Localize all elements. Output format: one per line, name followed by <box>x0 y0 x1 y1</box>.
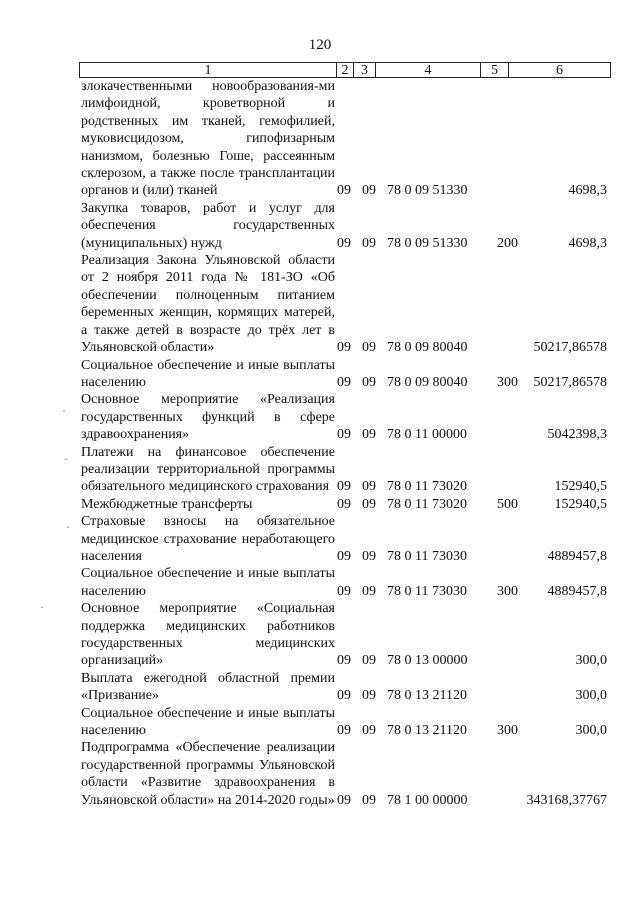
table-row <box>0 200 640 252</box>
row-amount: 300,0 <box>575 723 607 739</box>
row-expense-type <box>497 687 527 704</box>
row-section: 09 <box>337 427 351 443</box>
row-subsection: 09 <box>362 548 376 564</box>
table-header <box>79 62 611 78</box>
row-amount: 300,0 <box>575 653 607 669</box>
row-amount: 4889457,8 <box>547 583 607 599</box>
table-row <box>0 391 640 443</box>
budget-table <box>0 78 640 809</box>
row-expense-type <box>497 792 527 809</box>
row-section: 09 <box>337 653 351 669</box>
row-expense-type <box>497 339 527 356</box>
row-expense-type: 200 <box>497 235 518 251</box>
row-description: Подпрограмма «Обеспечение реализации государственной программы Ульяновской области «Развитие здравоохранения в Ульяновской области» на 2014-2020 годы» <box>81 740 335 808</box>
scan-mark: · <box>62 404 66 418</box>
row-target-article: 78 0 13 21120 <box>387 723 467 739</box>
row-amount: 4698,3 <box>568 235 607 251</box>
table-row <box>0 513 640 565</box>
row-expense-type: 300 <box>497 374 518 390</box>
row-section: 09 <box>337 235 351 251</box>
row-subsection: 09 <box>362 340 376 356</box>
row-target-article: 78 0 13 21120 <box>387 688 467 704</box>
row-subsection: 09 <box>362 235 376 251</box>
row-codes <box>337 687 527 704</box>
row-section: 09 <box>337 792 351 808</box>
row-target-article: 78 1 00 00000 <box>387 792 468 808</box>
row-description: злокачественными новообразования-ми лимфоидной, кроветворной и родственных им тканей, гемофилией, муковисцидозом, гипофизарным нанизмом, болезнью Гоше, рассеянным склерозом, а также после трансплантации органов и (или) тканей <box>81 79 335 199</box>
row-subsection: 09 <box>362 374 376 390</box>
row-section: 09 <box>337 479 351 495</box>
row-expense-type <box>497 548 527 565</box>
row-amount: 4889457,8 <box>547 548 607 564</box>
scan-mark: · <box>64 452 68 466</box>
row-codes <box>337 722 527 739</box>
row-description: Реализация Закона Ульяновской области от 2 ноября 2011 года № 181-ЗО «Об обеспечении полноценным питанием беременных женщин, кормящих матерей, а также детей в возрасте до трёх лет в Ульяновской области» <box>81 253 335 356</box>
row-section: 09 <box>337 548 351 564</box>
row-amount: 343168,37767 <box>526 792 607 808</box>
row-codes <box>337 652 527 669</box>
row-section: 09 <box>337 496 351 512</box>
row-codes <box>337 426 527 443</box>
table-row <box>0 252 640 356</box>
table-row <box>0 357 640 392</box>
row-section: 09 <box>337 688 351 704</box>
header-col-4: 4 <box>376 63 481 77</box>
table-row <box>0 705 640 740</box>
table-row <box>0 600 640 670</box>
header-col-6: 6 <box>556 63 563 78</box>
row-amount: 5042398,3 <box>547 427 607 443</box>
row-subsection: 09 <box>362 792 376 808</box>
table-row <box>0 78 640 200</box>
row-target-article: 78 0 13 00000 <box>387 653 468 669</box>
row-section: 09 <box>337 183 351 199</box>
header-col-3: 3 <box>354 63 376 77</box>
row-description: Социальное обеспечение и иные выплаты населению <box>81 705 335 739</box>
row-description: Платежи на финансовое обеспечение реализации территориальной программы обязательного медицинского страхования <box>81 444 335 495</box>
row-target-article: 78 0 11 00000 <box>387 427 467 443</box>
row-codes <box>337 374 527 391</box>
row-amount: 50217,86578 <box>533 340 607 356</box>
row-expense-type <box>497 652 527 669</box>
row-subsection: 09 <box>362 427 376 443</box>
row-expense-type: 500 <box>497 496 518 512</box>
row-target-article: 78 0 11 73030 <box>387 548 467 564</box>
row-description: Страховые взносы на обязательное медицинское страхование неработающего населения <box>81 514 335 564</box>
row-codes <box>337 583 527 600</box>
row-target-article: 78 0 11 73030 <box>387 583 467 599</box>
table-row <box>0 739 640 809</box>
row-codes <box>337 792 527 809</box>
row-target-article: 78 0 09 80040 <box>387 340 468 356</box>
row-subsection: 09 <box>362 688 376 704</box>
row-section: 09 <box>337 723 351 739</box>
table-row <box>0 444 640 496</box>
row-subsection: 09 <box>362 723 376 739</box>
row-target-article: 78 0 09 51330 <box>387 183 468 199</box>
row-description: Закупка товаров, работ и услуг для обеспечения государственных (муниципальных) нужд <box>81 200 335 251</box>
row-description: Межбюджетные трансферты <box>81 496 253 512</box>
row-amount: 300,0 <box>575 688 607 704</box>
header-col-1: 1 <box>80 63 337 77</box>
row-section: 09 <box>337 340 351 356</box>
table-row <box>0 670 640 705</box>
table-row <box>0 565 640 600</box>
row-description: Социальное обеспечение и иные выплаты населению <box>81 566 335 599</box>
row-expense-type: 300 <box>497 723 518 739</box>
row-description: Основное мероприятие «Социальная поддержка медицинских работников государственных медицинских организаций» <box>81 601 335 669</box>
row-codes <box>337 478 527 495</box>
row-subsection: 09 <box>362 653 376 669</box>
row-target-article: 78 0 11 73020 <box>387 479 467 495</box>
row-target-article: 78 0 09 80040 <box>387 374 468 390</box>
row-subsection: 09 <box>362 496 376 512</box>
row-expense-type <box>497 182 527 199</box>
scan-mark: · <box>40 600 44 614</box>
page-number: 120 <box>308 37 332 53</box>
row-section: 09 <box>337 374 351 390</box>
header-col-5: 5 <box>481 63 509 77</box>
row-codes <box>337 548 527 565</box>
row-subsection: 09 <box>362 479 376 495</box>
row-subsection: 09 <box>362 583 376 599</box>
row-expense-type: 300 <box>497 583 518 599</box>
row-amount: 4698,3 <box>568 183 607 199</box>
row-codes <box>337 235 527 252</box>
row-amount: 152940,5 <box>554 496 607 512</box>
row-subsection: 09 <box>362 183 376 199</box>
row-description: Выплата ежегодной областной премии «Призвание» <box>81 670 335 704</box>
header-col-2: 2 <box>337 63 354 77</box>
row-codes <box>337 182 527 199</box>
scan-mark: · <box>66 520 70 534</box>
table-row <box>0 496 640 513</box>
row-amount: 152940,5 <box>554 479 607 495</box>
row-description: Социальное обеспечение и иные выплаты населению <box>81 357 335 390</box>
row-section: 09 <box>337 583 351 599</box>
row-target-article: 78 0 09 51330 <box>387 235 468 251</box>
row-codes <box>337 496 527 513</box>
row-description: Основное мероприятие «Реализация государственных функций в сфере здравоохранения» <box>81 392 335 443</box>
row-target-article: 78 0 11 73020 <box>387 496 467 512</box>
row-codes <box>337 339 527 356</box>
row-amount: 50217,86578 <box>533 374 607 390</box>
row-expense-type <box>497 426 527 443</box>
row-expense-type <box>497 478 527 495</box>
